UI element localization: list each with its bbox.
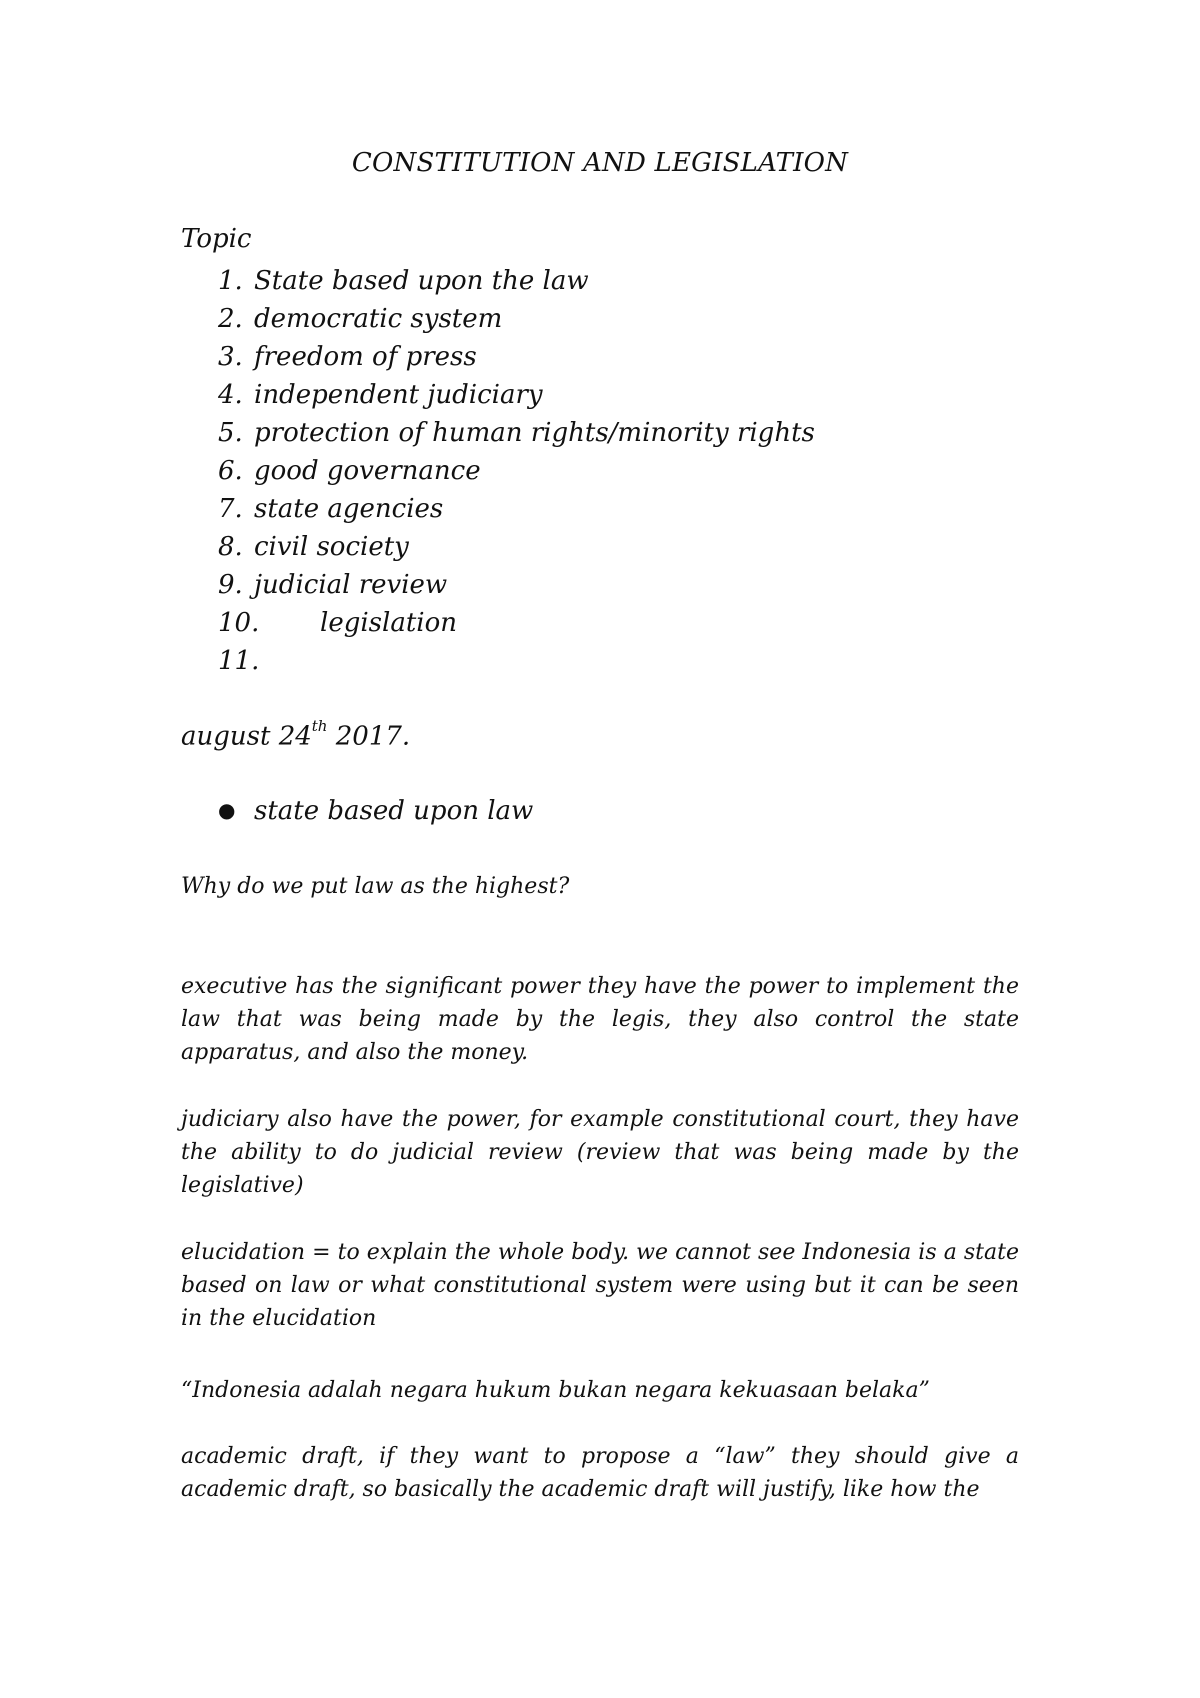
lecture-date [181,717,411,752]
topic-number: 7. [218,494,243,524]
paragraph-judiciary: judiciary also have the power, for example constitutional court, they have the ability to do judicial review (review that was being made by the legislative) [181,1107,1019,1198]
topic-text: protection of human rights/minority rights [254,418,815,448]
bullet-text: state based upon law [254,796,534,826]
question-text: Why do we put law as the highest? [181,874,570,899]
topic-item [218,338,815,376]
topic-text: good governance [254,456,481,486]
topic-list [218,262,815,680]
topic-number: 4. [218,380,243,410]
topic-text: State based upon the law [254,266,589,296]
topic-item [218,262,815,300]
topic-number: 10. [218,608,260,638]
topic-text: democratic system [254,304,503,334]
topic-item [218,566,815,604]
paragraph-academic-draft: academic draft, if they want to propose a “law” they should give a academic draft, so basically the academic draft will justify, like how the [181,1444,1019,1502]
date-day: august 24 [181,721,312,752]
paragraph-elucidation: elucidation = to explain the whole body. we cannot see Indonesia is a state based on law or what constitutional system were using but it can be seen in the elucidation [181,1240,1019,1331]
topic-item [218,376,815,414]
bullet-icon: ● [218,798,236,822]
topic-text: judicial review [254,570,448,600]
topic-text: freedom of press [254,342,477,372]
date-year: 2017. [327,721,411,752]
topic-text: civil society [254,532,409,562]
topic-label: Topic [181,224,252,254]
topic-number: 3. [218,342,243,372]
topic-item [218,528,815,566]
topic-text: independent judiciary [254,380,543,410]
bullet-item [218,796,533,826]
topic-text: state agencies [254,494,444,524]
paragraph-executive: executive has the significant power they have the power to implement the law that was being made by the legis, they also control the state apparatus, and also the money. [181,974,1019,1065]
topic-number: 9. [218,570,243,600]
topic-number: 5. [218,418,243,448]
topic-item [218,604,815,642]
topic-number: 8. [218,532,243,562]
paragraph-quote: “Indonesia adalah negara hukum bukan negara kekuasaan belaka” [181,1378,930,1403]
document-title: CONSTITUTION AND LEGISLATION [351,148,849,178]
topic-number: 1. [218,266,243,296]
topic-item [218,452,815,490]
date-ordinal-suffix: th [311,717,328,735]
topic-item [218,414,815,452]
topic-item [218,300,815,338]
topic-number: 11. [218,646,260,676]
topic-number: 6. [218,456,243,486]
topic-item [218,490,815,528]
topic-item [218,642,815,680]
topic-number: 2. [218,304,243,334]
topic-text: legislation [320,608,457,638]
